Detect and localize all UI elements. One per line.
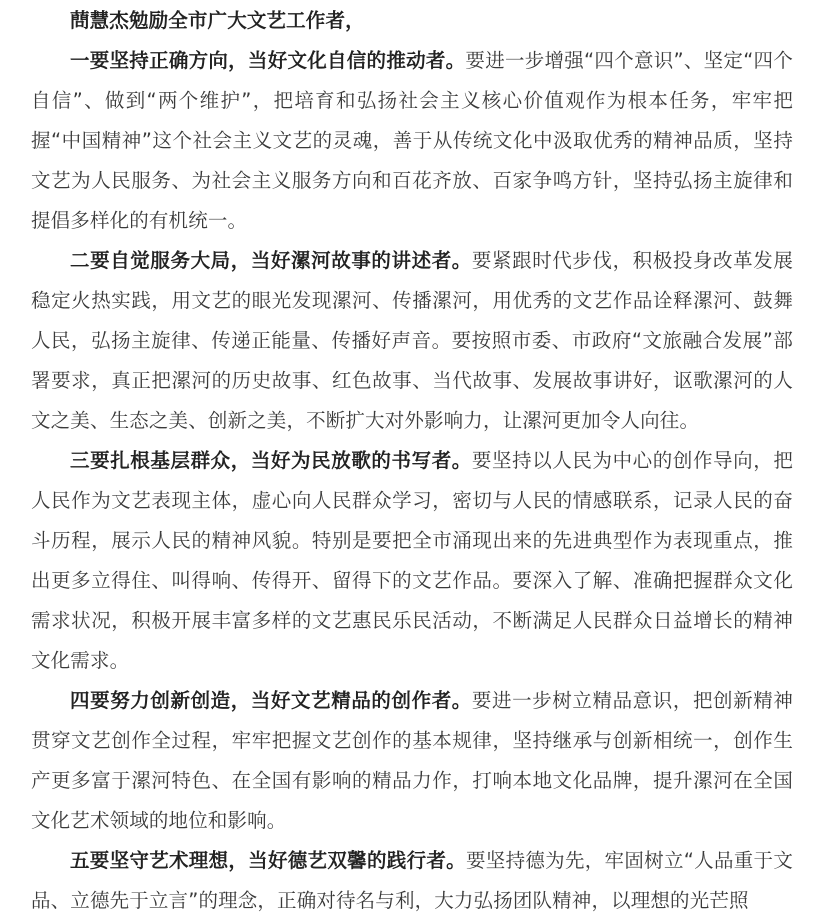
paragraph-5-body: 要坚持德为先，牢固树立“人品重于文品、立德先于立言”的理念，正确对待名与利，大力弘扬团队精神，以理想的光芒照 [31, 849, 793, 912]
paragraph-4-lead: 四要努力创新创造，当好文艺精品的创作者。 [70, 689, 472, 712]
paragraph-1-body: 要进一步增强“四个意识”、坚定“四个自信”、做到“两个维护”，把培育和弘扬社会主义核心价值观作为根本任务，牢牢把握“中国精神”这个社会主义文艺的灵魂，善于从传统文化中汲取优秀的精神品质，坚持文艺为人民服务、为社会主义服务方向和百花齐放、百家争鸣方针，坚持弘扬主旋律和提倡多样化的有机统一。 [31, 49, 793, 232]
paragraph-3 [31, 441, 793, 681]
paragraph-4 [31, 681, 793, 841]
paragraph-2-lead: 二要自觉服务大局，当好漯河故事的讲述者。 [70, 249, 472, 272]
paragraph-4-body: 要进一步树立精品意识，把创新精神贯穿文艺创作全过程，牢牢把握文艺创作的基本规律，坚持继承与创新相统一，创作生产更多富于漯河特色、在全国有影响的精品力作，打响本地文化品牌，提升漯河在全国文化艺术领域的地位和影响。 [31, 689, 793, 832]
paragraph-2 [31, 241, 793, 441]
paragraph-2-body: 要紧跟时代步伐，积极投身改革发展稳定火热实践，用文艺的眼光发现漯河、传播漯河，用优秀的文艺作品诠释漯河、鼓舞人民，弘扬主旋律、传递正能量、传播好声音。要按照市委、市政府“文旅融合发展”部署要求，真正把漯河的历史故事、红色故事、当代故事、发展故事讲好，讴歌漯河的人文之美、生态之美、创新之美，不断扩大对外影响力，让漯河更加令人向往。 [31, 249, 793, 432]
intro-line: 蔄慧杰勉励全市广大文艺工作者， [70, 9, 365, 32]
paragraph-1 [31, 41, 793, 241]
article-body [31, 0, 793, 921]
paragraph-5-lead: 五要坚守艺术理想，当好德艺双馨的践行者。 [70, 849, 466, 872]
paragraph-5 [31, 841, 793, 921]
paragraph-3-lead: 三要扎根基层群众，当好为民放歌的书写者。 [70, 449, 472, 472]
paragraph-3-body: 要坚持以人民为中心的创作导向，把人民作为文艺表现主体，虚心向人民群众学习，密切与人民的情感联系，记录人民的奋斗历程，展示人民的精神风貌。特别是要把全市涌现出来的先进典型作为表现重点，推出更多立得住、叫得响、传得开、留得下的文艺作品。要深入了解、准确把握群众文化需求状况，积极开展丰富多样的文艺惠民乐民活动，不断满足人民群众日益增长的精神文化需求。 [31, 449, 793, 672]
paragraph-1-lead: 一要坚持正确方向，当好文化自信的推动者。 [70, 49, 466, 72]
